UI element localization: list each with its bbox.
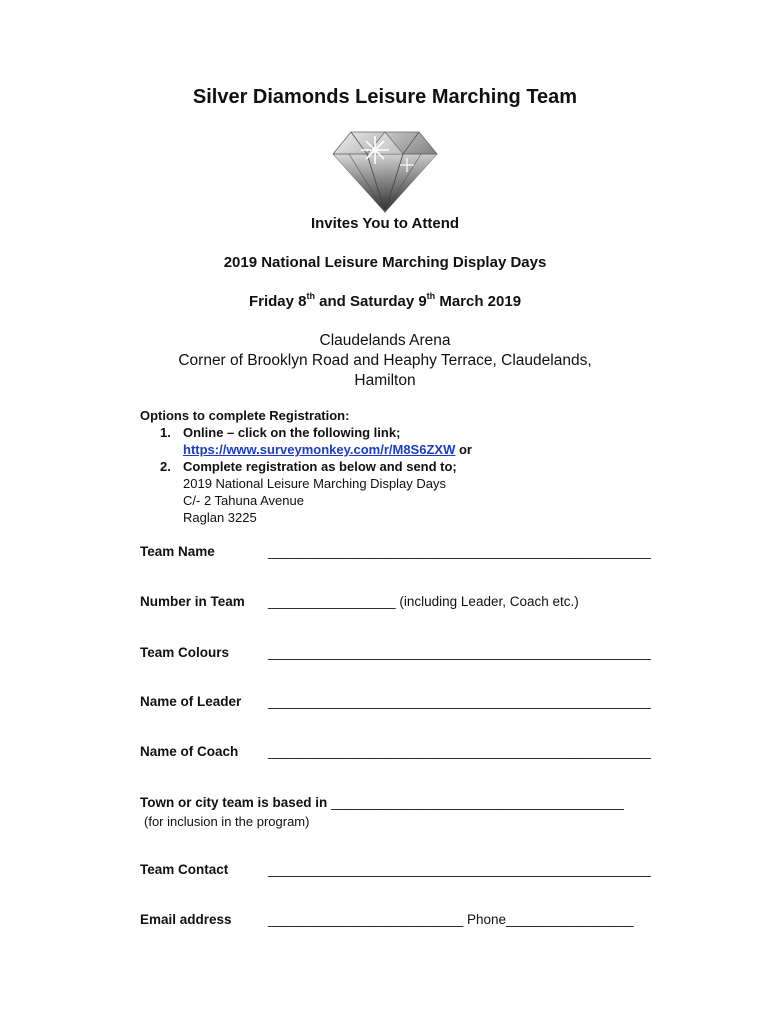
registration-options xyxy=(140,407,740,526)
number-in-team-field[interactable]: _________________ (including Leader, Coach etc.) xyxy=(268,594,579,609)
town-note: (for inclusion in the program) xyxy=(144,814,310,829)
team-colours-label: Team Colours xyxy=(140,645,230,660)
team-name-field[interactable]: ___________________________________________________ xyxy=(268,544,651,559)
town-label: Town or city team is based in _______________________________________ xyxy=(140,795,624,810)
option-number: 2. xyxy=(160,459,171,474)
leader-name-label: Name of Leader xyxy=(140,694,242,709)
address-line: C/- 2 Tahuna Avenue xyxy=(183,493,304,508)
coach-name-field[interactable]: ___________________________________________________ xyxy=(268,744,651,759)
venue-address: Corner of Brooklyn Road and Heaphy Terrace, Claudelands, xyxy=(178,352,592,369)
event-name: 2019 National Leisure Marching Display Days xyxy=(223,254,547,271)
number-note: (including Leader, Coach etc.) xyxy=(395,594,579,609)
address-line: 2019 National Leisure Marching Display Days xyxy=(183,476,447,491)
address-line: Raglan 3225 xyxy=(183,510,257,525)
team-colours-field[interactable]: ___________________________________________________ xyxy=(268,645,651,660)
team-name-label: Team Name xyxy=(140,544,215,559)
coach-name-label: Name of Coach xyxy=(140,744,239,759)
options-heading: Options to complete Registration: xyxy=(140,408,350,423)
leader-name-field[interactable]: ___________________________________________________ xyxy=(268,694,651,709)
document-title: Silver Diamonds Leisure Marching Team xyxy=(192,86,578,108)
team-contact-field[interactable]: ___________________________________________________ xyxy=(268,862,651,877)
phone-field[interactable]: _________________ xyxy=(506,912,634,927)
link-suffix: or xyxy=(455,442,472,457)
town-field[interactable]: _______________________________________ xyxy=(331,795,624,810)
option-number: 1. xyxy=(160,425,171,440)
venue-city: Hamilton xyxy=(354,372,416,389)
phone-label: Phone xyxy=(466,912,507,927)
invites-text: Invites You to Attend xyxy=(310,215,460,232)
email-label: Email address xyxy=(140,912,232,927)
option-online: Online – click on the following link; xyxy=(183,425,401,440)
event-dates: Friday 8th and Saturday 9th March 2019 xyxy=(248,291,522,310)
survey-link[interactable]: https://www.surveymonkey.com/r/M8S6ZXW xyxy=(183,442,456,457)
email-field[interactable]: __________________________ Phone_________________ xyxy=(268,912,634,927)
team-contact-label: Team Contact xyxy=(140,862,229,877)
number-in-team-label: Number in Team xyxy=(140,594,245,609)
diamond-icon xyxy=(331,128,439,214)
option-post: Complete registration as below and send to; xyxy=(183,459,457,474)
venue-name: Claudelands Arena xyxy=(319,332,451,349)
